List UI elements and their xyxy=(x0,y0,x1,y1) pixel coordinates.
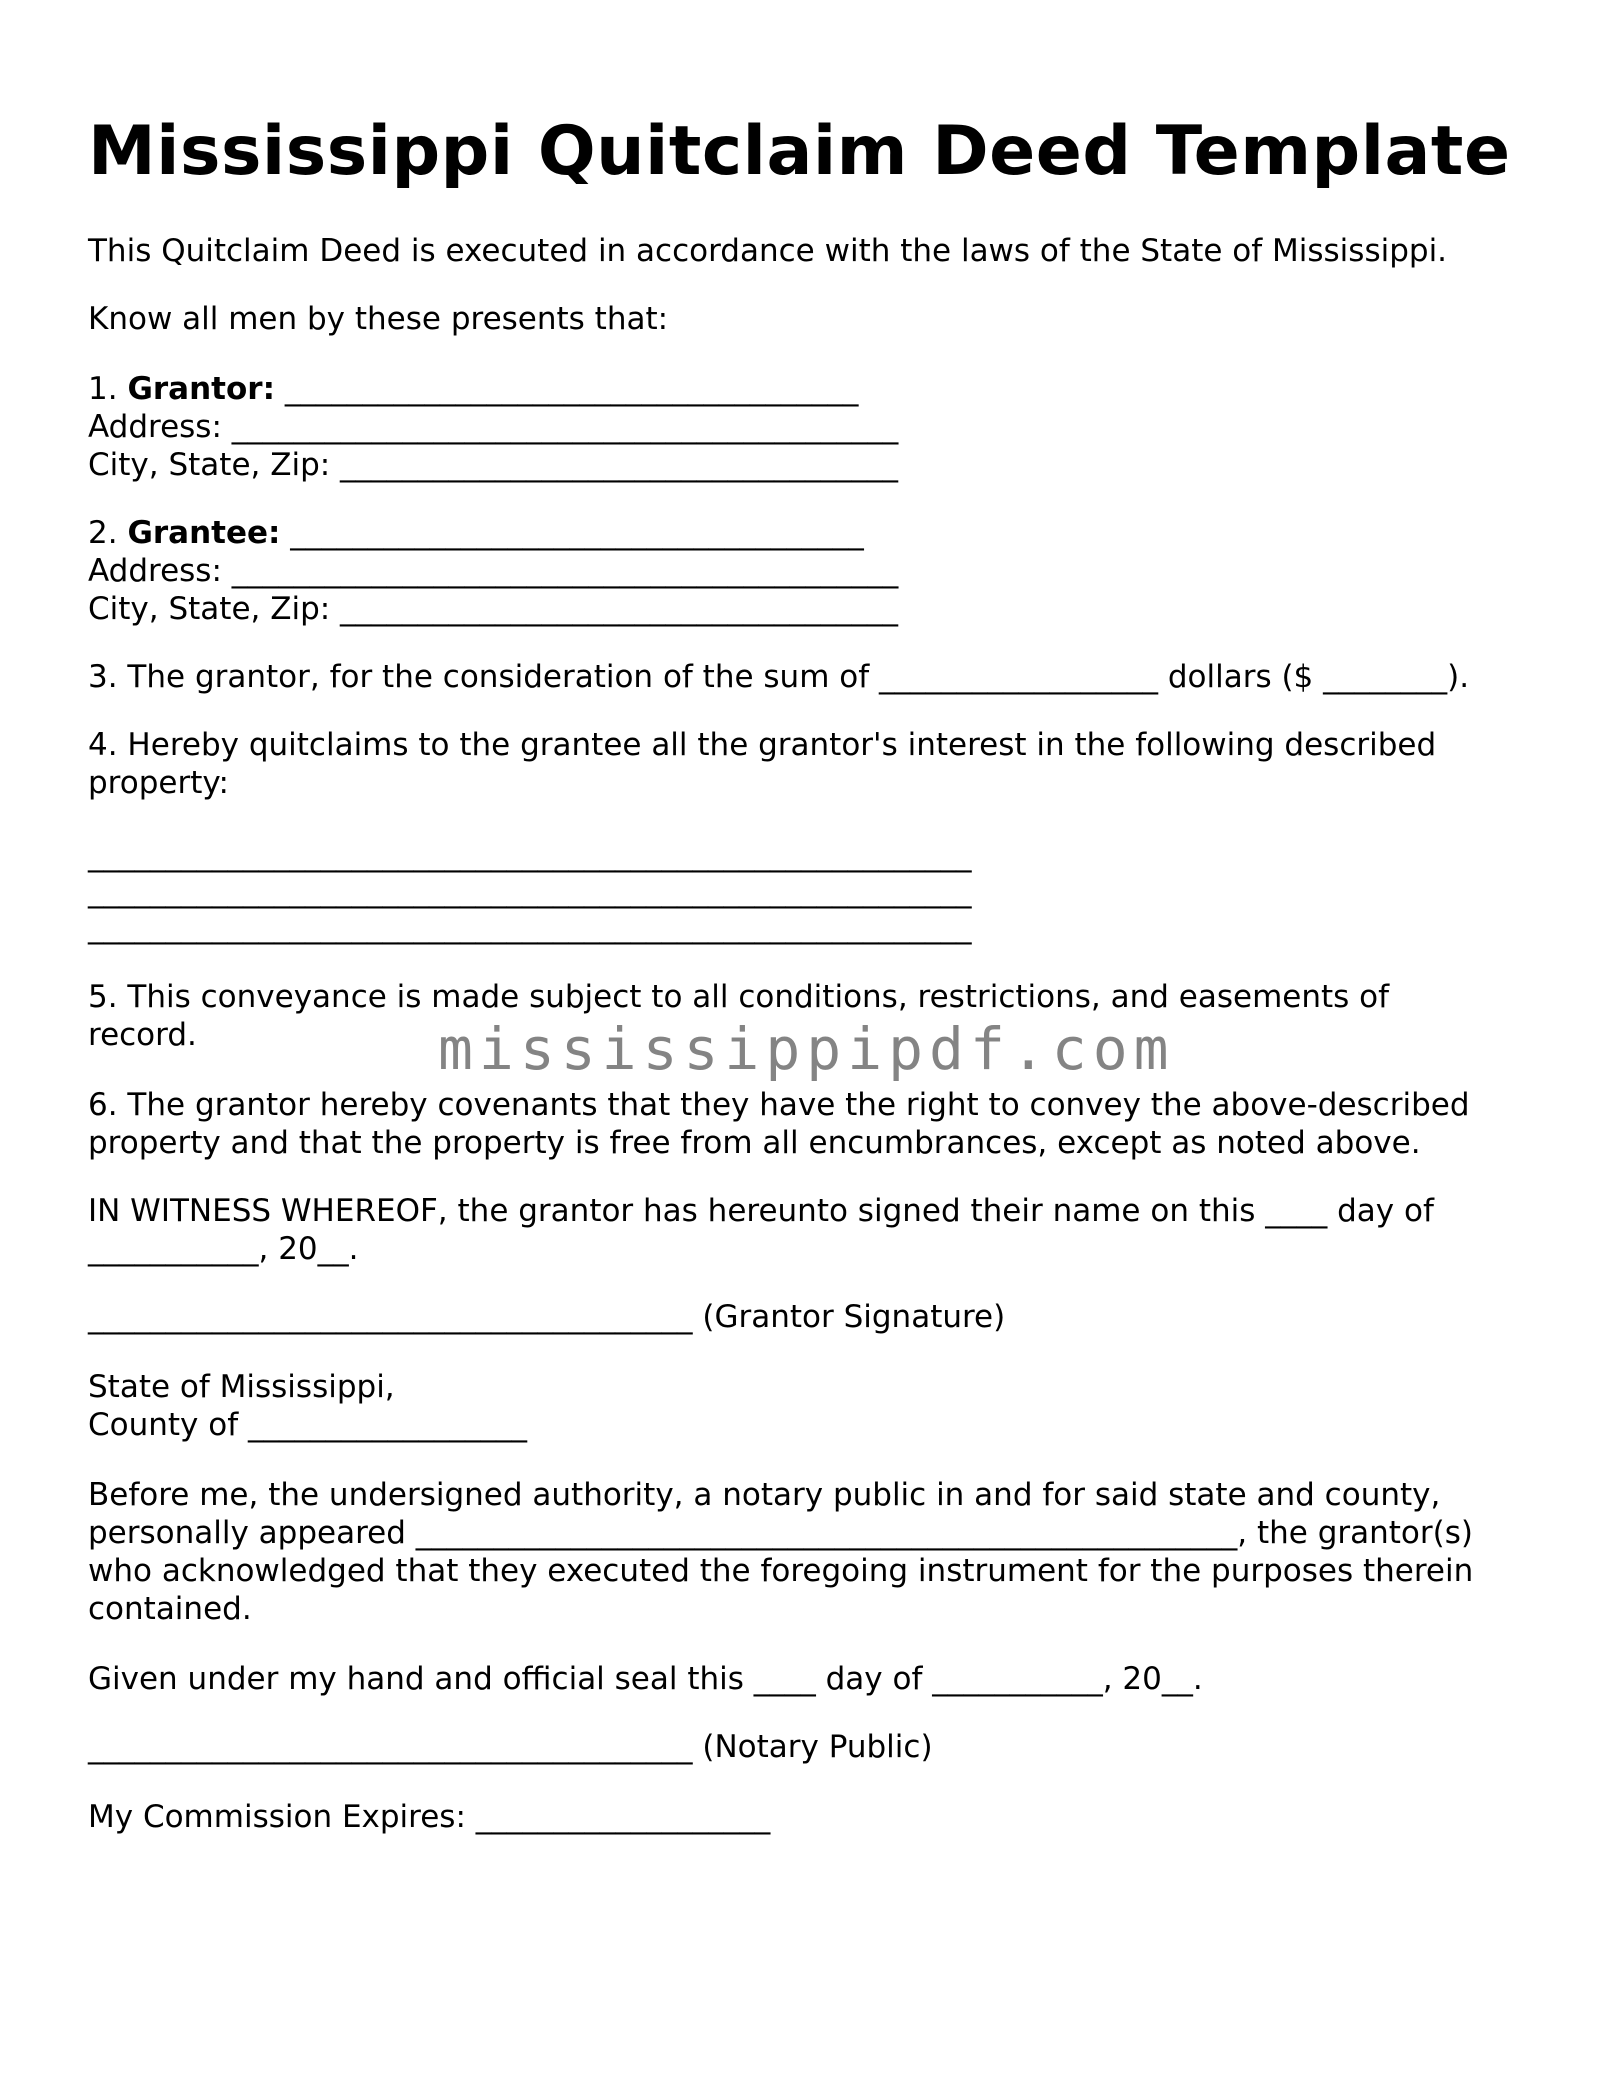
state-text: State of Mississippi, xyxy=(88,1369,395,1405)
property-description-line-3[interactable]: _________________________________________________________ xyxy=(88,909,972,945)
conveyance-text-line-1: 5. This conveyance is made subject to all conditions, restrictions, and easements of xyxy=(88,979,1390,1015)
know-all-text: Know all men by these presents that: xyxy=(88,301,669,337)
notary-text-line-1: Before me, the undersigned authority, a notary public in and for said state and county, xyxy=(88,1477,1441,1513)
quitclaim-text-line-1: 4. Hereby quitclaims to the grantee all the grantor's interest in the following described xyxy=(88,727,1437,763)
seal-text[interactable]: Given under my hand and official seal this ____ day of ___________, 20__. xyxy=(88,1661,1203,1697)
grantor-label: Grantor: xyxy=(127,371,275,407)
grantee-label: Grantee: xyxy=(127,515,281,551)
grantee-name-field[interactable]: _____________________________________ xyxy=(290,515,864,551)
grantor-line xyxy=(88,370,858,408)
notary-text-line-2[interactable]: personally appeared _____________________________________________________, the grantor(s) xyxy=(88,1515,1473,1551)
covenant-text-line-1: 6. The grantor hereby covenants that they have the right to convey the above-described xyxy=(88,1087,1470,1123)
grantee-city-field[interactable]: City, State, Zip: ____________________________________ xyxy=(88,591,899,627)
page-title: Mississippi Quitclaim Deed Template xyxy=(88,112,1511,191)
watermark: mississippipdf.com xyxy=(438,1015,1175,1083)
notary-text-line-3: who acknowledged that they executed the foregoing instrument for the purposes therein xyxy=(88,1553,1474,1589)
grantor-name-field[interactable]: _____________________________________ xyxy=(284,371,859,407)
grantor-signature-field[interactable]: _______________________________________ (Grantor Signature) xyxy=(88,1299,1006,1335)
grantee-address-field[interactable]: Address: ___________________________________________ xyxy=(88,553,899,589)
grantor-number: 1. xyxy=(88,371,118,407)
conveyance-text-line-2: record. xyxy=(88,1017,197,1053)
witness-text-line-1[interactable]: IN WITNESS WHEREOF, the grantor has hereunto signed their name on this ____ day of xyxy=(88,1193,1434,1229)
consideration-text[interactable]: 3. The grantor, for the consideration of the sum of __________________ dollars ($ ________). xyxy=(88,659,1470,695)
property-description-line-1[interactable]: _________________________________________________________ xyxy=(88,837,972,873)
notary-signature-field[interactable]: _______________________________________ (Notary Public) xyxy=(88,1729,933,1765)
county-field[interactable]: County of __________________ xyxy=(88,1407,527,1443)
grantee-line xyxy=(88,514,864,552)
witness-text-line-2[interactable]: ___________, 20__. xyxy=(88,1231,359,1267)
commission-expires-field[interactable]: My Commission Expires: ___________________ xyxy=(88,1799,771,1835)
intro-text: This Quitclaim Deed is executed in accordance with the laws of the State of Mississippi. xyxy=(88,233,1448,269)
quitclaim-text-line-2: property: xyxy=(88,765,229,801)
notary-text-line-4: contained. xyxy=(88,1591,252,1627)
property-description-line-2[interactable]: _________________________________________________________ xyxy=(88,873,972,909)
grantor-address-field[interactable]: Address: ___________________________________________ xyxy=(88,409,899,445)
grantor-city-field[interactable]: City, State, Zip: ____________________________________ xyxy=(88,447,899,483)
covenant-text-line-2: property and that the property is free from all encumbrances, except as noted above. xyxy=(88,1125,1421,1161)
grantee-number: 2. xyxy=(88,515,118,551)
